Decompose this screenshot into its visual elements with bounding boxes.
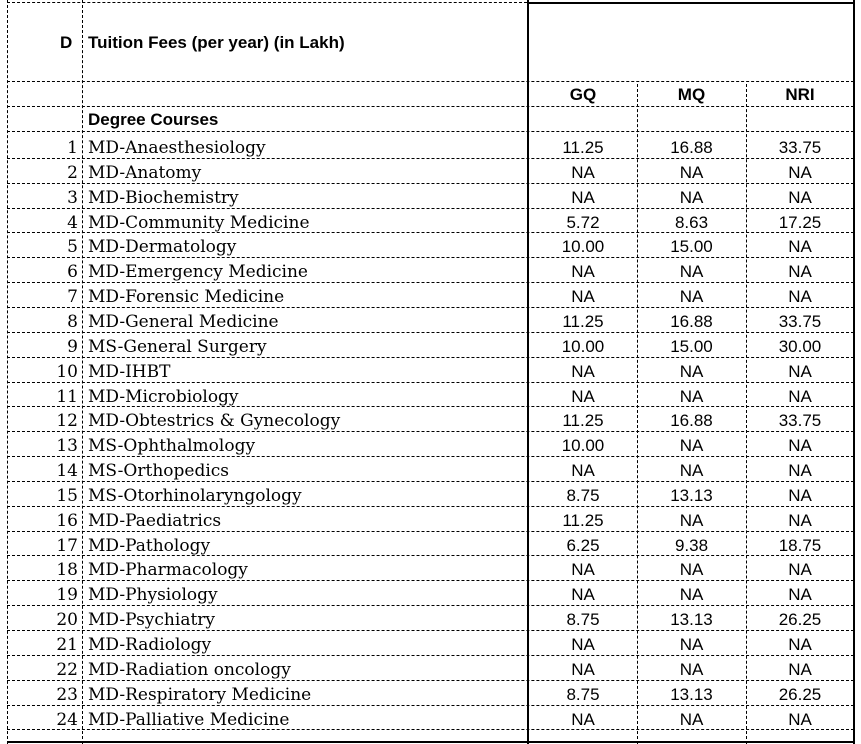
mq-fee: 13.13 [670, 610, 713, 630]
nri-fee: NA [788, 262, 812, 282]
mq-fee: 15.00 [670, 237, 713, 257]
gq-fee: 11.25 [562, 411, 604, 431]
gq-fee: NA [571, 461, 595, 481]
nri-fee: NA [788, 237, 812, 257]
course-name: MD-Physiology [88, 585, 218, 606]
gq-fee: NA [571, 585, 595, 605]
gq-fee: 10.00 [561, 436, 605, 456]
course-name: MS-Ophthalmology [88, 436, 256, 457]
row-number: 21 [56, 635, 78, 655]
row-separator [7, 506, 854, 507]
row-number: 20 [56, 610, 78, 631]
mq-fee: NA [679, 436, 704, 456]
row-separator [7, 630, 854, 631]
gq-fee: 8.75 [566, 684, 600, 704]
nri-fee: NA [788, 659, 812, 679]
mq-fee: 8.63 [674, 212, 709, 232]
row-separator [7, 382, 854, 383]
table-title: Tuition Fees (per year) (in Lakh) [88, 33, 345, 52]
bottom-border [7, 741, 855, 743]
row-number: 8 [67, 311, 78, 332]
row-separator [7, 729, 854, 730]
nri-fee: NA [788, 709, 812, 729]
mq-fee: 9.38 [674, 535, 709, 555]
nri-fee: NA [788, 585, 812, 605]
gq-fee: NA [571, 162, 595, 182]
gq-fee: 10.00 [561, 336, 605, 356]
top-border-left [7, 2, 527, 3]
course-name: MD-Pathology [88, 535, 211, 556]
row-separator [7, 655, 854, 656]
row-number: 15 [56, 485, 78, 506]
gq-fee: NA [571, 361, 595, 381]
gq-fee: NA [571, 560, 595, 580]
row-separator [7, 208, 854, 209]
course-name: MS-Orthopedics [88, 461, 230, 482]
course-name: MS-Otorhinolaryngology [88, 485, 302, 506]
mq-fee: 16.88 [670, 138, 713, 157]
nri-fee: NA [788, 162, 812, 182]
row-number: 3 [67, 187, 78, 208]
column-header-gq: GQ [569, 85, 597, 104]
mq-fee: NA [679, 659, 704, 679]
row-separator [7, 481, 854, 482]
mq-fee: 13.13 [670, 485, 713, 505]
row-number: 16 [56, 510, 78, 531]
course-name: MD-Pharmacology [88, 560, 248, 581]
course-name: MD-Biochemistry [88, 187, 239, 208]
gq-fee: 8.75 [566, 610, 600, 630]
row-number: 6 [67, 262, 78, 283]
gq-fee: 11.25 [562, 138, 604, 157]
section-label: Degree Courses [88, 110, 219, 129]
gq-fee: 10.00 [561, 237, 605, 257]
row-number: 22 [56, 659, 78, 680]
row-number: 2 [67, 162, 78, 183]
row-number: 4 [67, 212, 78, 233]
row-number: 12 [56, 411, 78, 432]
mq-fee: NA [679, 560, 704, 580]
row-number: 24 [56, 709, 78, 730]
mq-fee: NA [679, 510, 704, 530]
course-name: MD-Anaesthesiology [88, 138, 266, 158]
nri-fee: NA [788, 485, 812, 505]
nri-fee: 33.75 [778, 138, 822, 157]
gq-fee: NA [571, 287, 595, 307]
mq-fee: NA [679, 361, 704, 381]
gq-fee: NA [571, 187, 595, 207]
gq-fee: NA [571, 635, 595, 654]
row-separator [7, 605, 854, 606]
mq-fee: NA [679, 585, 704, 605]
nri-fee: NA [788, 287, 812, 307]
row-number: 10 [56, 361, 78, 382]
nri-fee: 33.75 [778, 311, 822, 331]
nri-fee: NA [788, 386, 812, 406]
row-separator [7, 332, 854, 333]
mq-fee: 16.88 [670, 411, 713, 431]
row-separator [7, 580, 854, 581]
nri-fee: NA [788, 560, 812, 580]
mq-fee: NA [679, 162, 704, 182]
nri-fee: 18.75 [778, 535, 822, 555]
row-separator [7, 555, 854, 556]
mq-fee: 15.00 [670, 336, 713, 356]
mq-fee: NA [679, 386, 704, 406]
gq-fee: 11.25 [562, 510, 604, 530]
course-name: MS-General Surgery [88, 336, 267, 357]
gq-fee: 8.75 [566, 485, 600, 505]
mq-fee: NA [679, 709, 704, 729]
nri-fee: NA [788, 510, 812, 530]
course-name: MD-Palliative Medicine [88, 709, 290, 730]
row-separator [7, 282, 854, 283]
gq-fee: 6.25 [566, 535, 600, 555]
course-name: MD-Forensic Medicine [88, 287, 285, 308]
row-separator [7, 357, 854, 358]
row-number: 7 [67, 287, 78, 308]
course-name: MD-Respiratory Medicine [88, 684, 312, 705]
number-column-divider [82, 0, 83, 744]
row-number: 17 [56, 535, 78, 556]
row-number: 1 [67, 138, 78, 158]
nri-fee: NA [788, 436, 812, 456]
course-name: MD-Obtestrics & Gynecology [88, 411, 341, 432]
row-number: 23 [56, 684, 78, 705]
course-name: MD-Psychiatry [88, 610, 216, 631]
row-separator [7, 456, 854, 457]
gq-fee: NA [571, 262, 595, 282]
row-number: 9 [67, 336, 78, 357]
course-name: MD-Dermatology [88, 237, 237, 258]
gq-fee: 11.25 [562, 311, 604, 331]
gq-fee: NA [571, 386, 595, 406]
column-header-bottom-line [7, 106, 854, 107]
section-label-bottom-line [7, 131, 854, 132]
mq-fee: NA [679, 461, 704, 481]
mq-fee: NA [679, 635, 704, 654]
course-name: MD-Community Medicine [88, 212, 310, 233]
row-number: 19 [56, 585, 78, 606]
row-separator [7, 705, 854, 706]
nri-fee: 17.25 [778, 212, 822, 232]
column-header-mq: MQ [677, 85, 706, 104]
nri-fee: 26.25 [778, 610, 822, 630]
course-name: MD-Radiology [88, 635, 212, 655]
mq-fee: 13.13 [670, 684, 713, 704]
nri-fee: NA [788, 461, 812, 481]
course-name: MD-Emergency Medicine [88, 262, 308, 283]
gq-fee: NA [571, 709, 595, 729]
mq-fee: NA [679, 287, 704, 307]
row-separator [7, 257, 854, 258]
row-separator [7, 680, 854, 681]
nri-fee: NA [788, 187, 812, 207]
row-separator [7, 307, 854, 308]
mq-fee: 16.88 [670, 311, 713, 331]
gq-fee: 5.72 [566, 212, 600, 232]
nri-fee: NA [788, 635, 812, 654]
nri-fee: 26.25 [778, 684, 822, 704]
top-border-right [527, 2, 855, 4]
course-name: MD-Paediatrics [88, 510, 222, 531]
row-number: 11 [56, 386, 78, 407]
row-separator [7, 158, 854, 159]
nri-fee: NA [788, 361, 812, 381]
course-name: MD-Anatomy [88, 162, 202, 183]
row-number: 5 [67, 237, 78, 258]
row-number: 13 [56, 436, 78, 457]
mq-fee: NA [679, 187, 704, 207]
course-name: MD-Microbiology [88, 386, 239, 407]
nri-fee: 30.00 [778, 336, 822, 356]
course-name: MD-IHBT [88, 361, 171, 382]
section-letter: D [60, 33, 73, 52]
mq-fee: NA [679, 262, 704, 282]
course-name: MD-General Medicine [88, 311, 279, 332]
nri-fee: 33.75 [778, 411, 822, 431]
row-number: 14 [56, 461, 78, 482]
course-name: MD-Radiation oncology [88, 659, 291, 680]
row-separator [7, 431, 854, 432]
row-separator [7, 406, 854, 407]
gq-fee: NA [571, 659, 595, 679]
column-header-nri: NRI [785, 85, 815, 104]
row-separator [7, 183, 854, 184]
row-separator [7, 232, 854, 233]
row-number: 18 [56, 560, 78, 581]
header-bottom-line [7, 81, 854, 82]
row-separator [7, 531, 854, 532]
